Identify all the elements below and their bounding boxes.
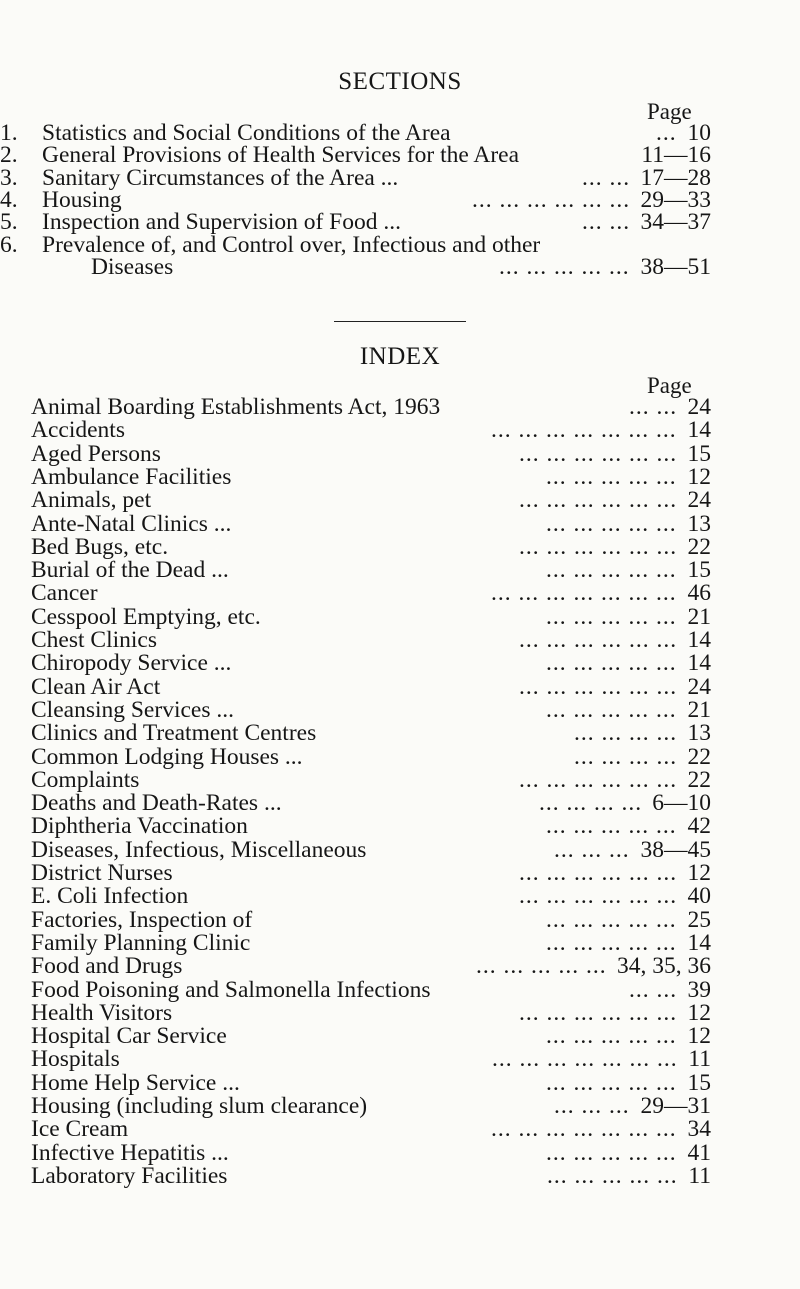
- leader-dots: ... ... ... ... ...: [499, 253, 630, 280]
- index-term: District Nurses: [31, 860, 173, 886]
- index-term: Housing (including slum clearance): [31, 1093, 368, 1119]
- leader-dots: ... ... ... ... ...: [547, 1162, 678, 1189]
- section-number: 5.: [0, 209, 18, 236]
- leader-dots: ... ... ... ... ...: [546, 1069, 677, 1096]
- index-page-number: 21: [687, 603, 711, 630]
- index-term: Burial of the Dead ...: [31, 557, 229, 584]
- leader-dots: ... ... ... ... ...: [546, 557, 677, 584]
- section-title: Statistics and Social Conditions of the Area: [42, 120, 451, 146]
- section-title: Sanitary Circumstances of the Area ...: [42, 164, 399, 191]
- index-page-number: 14: [687, 929, 711, 956]
- index-term: Cleansing Services ...: [31, 696, 234, 723]
- leader-dots: ... ... ... ... ... ...: [519, 766, 678, 793]
- leader-dots: ... ... ... ... ... ...: [519, 999, 678, 1026]
- section-page-number: 10: [687, 120, 711, 146]
- section-page-number: 17—28: [640, 164, 711, 191]
- leader-dots: ... ... ... ... ... ...: [519, 860, 678, 886]
- leader-dots: ... ... ... ... ... ...: [519, 440, 678, 467]
- index-term: Home Help Service ...: [31, 1069, 240, 1096]
- index-page-number: 34: [687, 1116, 711, 1143]
- leader-dots: ... ... ... ... ...: [476, 953, 607, 980]
- leader-dots: ... ...: [629, 394, 678, 420]
- leader-dots: ... ... ... ... ...: [546, 929, 677, 956]
- index-term: Hospital Car Service: [31, 1023, 227, 1050]
- section-entry: [0, 254, 711, 281]
- leader-dots: ... ... ... ... ... ... ...: [491, 580, 677, 607]
- index-page-number: 12: [687, 1023, 711, 1050]
- section-title: Inspection and Supervision of Food ...: [42, 209, 401, 236]
- section-page-number: 38—51: [640, 253, 711, 280]
- leader-dots: ... ... ... ... ...: [546, 1139, 677, 1166]
- index-term: Factories, Inspection of: [31, 906, 253, 933]
- section-number: 2.: [0, 142, 18, 169]
- index-term: Accidents: [31, 417, 125, 444]
- index-page-number: 12: [687, 463, 711, 490]
- leader-dots: ... ... ...: [554, 836, 630, 863]
- leader-dots: ... ... ... ... ... ... ...: [491, 417, 677, 444]
- index-page-column-header: Page: [647, 373, 692, 398]
- index-term: Chest Clinics: [31, 627, 157, 653]
- leader-dots: ... ... ... ... ... ...: [519, 883, 678, 910]
- index-page-number: 24: [687, 394, 711, 420]
- index-term: Ambulance Facilities: [31, 463, 232, 490]
- index-term: Laboratory Facilities: [31, 1162, 228, 1189]
- index-page-number: 15: [687, 557, 711, 584]
- index-page-number: 24: [687, 673, 711, 700]
- index-term: Clinics and Treatment Centres: [31, 720, 317, 747]
- index-term: Cancer: [31, 580, 98, 607]
- index-term: Family Planning Clinic: [31, 929, 251, 956]
- index-page-number: 6—10: [652, 790, 711, 817]
- section-page-number: 34—37: [640, 209, 711, 236]
- section-title: General Provisions of Health Services for the Area: [42, 142, 520, 169]
- index-page-number: 22: [687, 533, 711, 560]
- index-heading: INDEX: [359, 343, 441, 370]
- index-term: Complaints: [31, 766, 140, 793]
- section-number: 4.: [0, 186, 18, 213]
- index-term: Ice Cream: [31, 1116, 129, 1143]
- index-term: Food and Drugs: [31, 953, 183, 980]
- index-term: Hospitals: [31, 1046, 120, 1073]
- leader-dots: ... ... ... ... ...: [546, 650, 677, 677]
- section-page-number: 11—16: [641, 142, 711, 169]
- leader-dots: ...: [656, 120, 677, 146]
- leader-dots: ... ... ... ... ... ...: [519, 487, 678, 514]
- index-term: Clean Air Act: [31, 673, 161, 700]
- leader-dots: ... ... ... ...: [574, 743, 678, 770]
- section-number: 3.: [0, 164, 18, 191]
- section-number: 6.: [0, 231, 18, 258]
- leader-dots: ... ...: [582, 164, 631, 191]
- leader-dots: ... ... ...: [554, 1093, 630, 1119]
- index-page-number: 14: [687, 417, 711, 444]
- leader-dots: ... ...: [582, 209, 631, 236]
- index-page-number: 25: [687, 906, 711, 933]
- leader-dots: ... ... ... ... ...: [546, 906, 677, 933]
- index-page-number: 12: [687, 860, 711, 886]
- index-page-number: 15: [687, 1069, 711, 1096]
- section-divider: [334, 321, 466, 322]
- leader-dots: ... ... ... ... ...: [546, 603, 677, 630]
- index-term: Infective Hepatitis ...: [31, 1139, 229, 1166]
- index-page-number: 40: [687, 883, 711, 910]
- index-term: Aged Persons: [31, 440, 161, 467]
- index-term: Diseases, Infectious, Miscellaneous: [31, 836, 367, 863]
- index-term: Cesspool Emptying, etc.: [31, 603, 261, 630]
- index-page-number: 29—31: [640, 1093, 711, 1119]
- index-page-number: 13: [687, 510, 711, 537]
- sections-heading: SECTIONS: [338, 68, 462, 95]
- leader-dots: ... ... ... ... ...: [546, 813, 677, 840]
- index-page-number: 46: [687, 580, 711, 607]
- leader-dots: ... ... ... ... ... ... ...: [492, 1046, 678, 1073]
- index-term: Animal Boarding Establishments Act, 1963: [31, 394, 441, 420]
- index-page-number: 11: [688, 1162, 711, 1189]
- leader-dots: ... ... ... ... ...: [546, 463, 677, 490]
- leader-dots: ... ... ... ...: [574, 720, 678, 747]
- leader-dots: ... ... ... ... ... ...: [519, 673, 678, 700]
- index-page-number: 41: [687, 1139, 711, 1166]
- index-term: Health Visitors: [31, 999, 173, 1026]
- index-term: Animals, pet: [31, 487, 152, 514]
- leader-dots: ... ...: [629, 976, 678, 1003]
- index-term: Bed Bugs, etc.: [31, 533, 169, 560]
- index-term: Chiropody Service ...: [31, 650, 232, 677]
- leader-dots: ... ... ... ... ...: [546, 1023, 677, 1050]
- section-title: Housing: [42, 186, 122, 213]
- index-term: Ante-Natal Clinics ...: [31, 510, 232, 537]
- index-page-number: 12: [687, 999, 711, 1026]
- leader-dots: ... ... ... ... ... ...: [519, 533, 678, 560]
- index-page-number: 14: [687, 627, 711, 653]
- index-term: Diphtheria Vaccination: [31, 813, 248, 840]
- section-title: Diseases: [91, 253, 174, 280]
- index-term: Food Poisoning and Salmonella Infections: [31, 976, 431, 1003]
- leader-dots: ... ... ... ...: [539, 790, 643, 817]
- section-number: 1.: [0, 120, 18, 146]
- index-term: Deaths and Death-Rates ...: [31, 790, 282, 817]
- leader-dots: ... ... ... ... ... ... ...: [491, 1116, 677, 1143]
- index-page-number: 42: [687, 813, 711, 840]
- index-page-number: 15: [687, 440, 711, 467]
- index-page-number: 11: [688, 1046, 711, 1073]
- index-page-number: 14: [687, 650, 711, 677]
- index-page-number: 39: [687, 976, 711, 1003]
- leader-dots: ... ... ... ... ... ...: [519, 627, 678, 653]
- index-page-number: 22: [687, 766, 711, 793]
- index-page-number: 24: [687, 487, 711, 514]
- section-page-number: 29—33: [640, 186, 711, 213]
- section-title: Prevalence of, and Control over, Infectious and other: [42, 231, 541, 258]
- index-term: E. Coli Infection: [31, 883, 189, 910]
- index-page-number: 21: [687, 696, 711, 723]
- index-entry: [31, 1163, 711, 1190]
- index-page-number: 22: [687, 743, 711, 770]
- index-page-number: 34, 35, 36: [617, 953, 711, 980]
- sections-page-column-header: Page: [647, 99, 692, 124]
- leader-dots: ... ... ... ... ...: [546, 510, 677, 537]
- index-term: Common Lodging Houses ...: [31, 743, 303, 770]
- index-page-number: 38—45: [640, 836, 711, 863]
- leader-dots: ... ... ... ... ...: [546, 696, 677, 723]
- index-page-number: 13: [687, 720, 711, 747]
- leader-dots: ... ... ... ... ... ...: [472, 186, 631, 213]
